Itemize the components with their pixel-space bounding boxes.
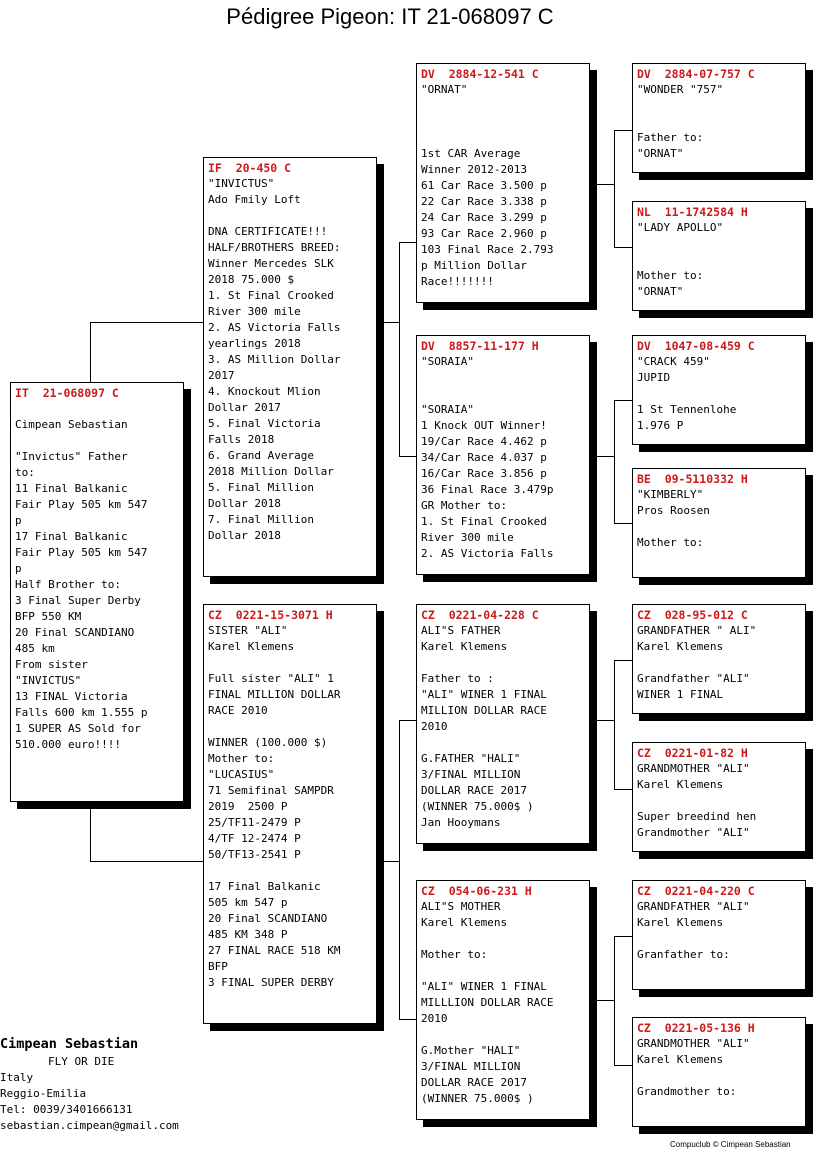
card-text-line: 20 Final SCANDIANO [15, 626, 135, 639]
card-text-line: "ORNAT" [421, 83, 468, 96]
card-father-father [416, 63, 590, 303]
card-text-line: 34/Car Race 4.037 p [421, 451, 547, 464]
card-text-line: "KIMBERLY" [637, 488, 704, 501]
ring-number: DV 2884-07-757 C [637, 67, 755, 81]
card-mf-father [632, 604, 806, 714]
card-text-line: 2010 [421, 1012, 448, 1025]
ring-number: BE 09-5110332 H [637, 472, 748, 486]
card-text-line: p Million Dollar [421, 259, 527, 272]
card-text-line: (WINNER 75.000$ ) [421, 800, 534, 813]
card-text-line: G.FATHER "HALI" [421, 752, 521, 765]
card-text-line: "LUCASIUS" [208, 768, 275, 781]
card-text-line: 27 FINAL RACE 518 KM [208, 944, 341, 957]
card-text-line: 24 Car Race 3.299 p [421, 211, 547, 224]
card-mother-father [416, 604, 590, 844]
card-text-line: Grandmother "ALI" [637, 826, 750, 839]
card-text-line: DNA CERTIFICATE!!! [208, 225, 328, 238]
card-text-line: Dollar 2018 [208, 529, 281, 542]
card-text-line: 36 Final Race 3.479p [421, 483, 554, 496]
card-text-line [421, 98, 585, 114]
card-text-line: 510.000 euro!!!! [15, 738, 121, 751]
card-text-line: 17 Final Balkanic [15, 530, 128, 543]
card-main [10, 382, 184, 802]
card-text-line: "ORNAT" [637, 147, 684, 160]
card-text-line: GRANDFATHER "ALI" [637, 900, 750, 913]
connector [399, 242, 400, 457]
card-text-line: HALF/BROTHERS BREED: [208, 241, 341, 254]
connector [614, 936, 632, 937]
connector [376, 861, 400, 862]
card-text-line: 505 km 547 p [208, 896, 288, 909]
owner-region: Reggio-Emilia [0, 1087, 87, 1100]
connector [614, 660, 632, 661]
card-text-line: "SORAIA" [421, 355, 474, 368]
card-text-line: Father to : [421, 672, 494, 685]
card-text-line: 485 km [15, 642, 55, 655]
card-text-line: Mother to: [637, 269, 704, 282]
owner-block [0, 1034, 179, 1134]
card-text-line: WINNER (100.000 $) [208, 736, 328, 749]
card-text-line: "SORAIA" [421, 403, 474, 416]
card-fm-father [632, 335, 806, 445]
card-text-line [15, 433, 179, 449]
card-text-line: ALI"S FATHER [421, 624, 501, 637]
card-text-line: FINAL MILLION DOLLAR [208, 688, 341, 701]
card-text-line: Jan Hooymans [421, 816, 501, 829]
card-text-line: River 300 mile [208, 305, 301, 318]
owner-name: Cimpean Sebastian [0, 1036, 139, 1052]
card-mm-father [632, 880, 806, 990]
card-text-line [421, 655, 585, 671]
card-father-mother [416, 335, 590, 575]
card-text-line: Mother to: [208, 752, 275, 765]
card-text-line: Karel Klemens [637, 916, 724, 929]
ring-number: DV 8857-11-177 H [421, 339, 539, 353]
card-text-line [421, 386, 585, 402]
owner-email[interactable]: sebastian.cimpean@gmail.com [0, 1119, 179, 1132]
card-text-line: 19/Car Race 4.462 p [421, 435, 547, 448]
card-text-line: Father to: [637, 131, 704, 144]
card-text-line: p [15, 514, 22, 527]
owner-country: Italy [0, 1071, 34, 1084]
card-text-line: Karel Klemens [421, 916, 508, 929]
card-text-line: 1. St Final Crooked [421, 515, 547, 528]
card-text-line: DOLLAR RACE 2017 [421, 1076, 527, 1089]
connector [614, 936, 615, 1066]
card-fm-mother [632, 468, 806, 578]
connector [589, 456, 615, 457]
card-text-line: 1 SUPER AS Sold for [15, 722, 141, 735]
card-text-line: Super breedind hen [637, 810, 757, 823]
card-text-line: Karel Klemens [637, 1053, 724, 1066]
card-text-line: WINER 1 FINAL [637, 688, 724, 701]
card-mother-mother [416, 880, 590, 1120]
card-text-line: 22 Car Race 3.338 p [421, 195, 547, 208]
card-text-line: yearlings 2018 [208, 337, 301, 350]
card-text-line: 2017 [208, 369, 235, 382]
ring-number: CZ 0221-01-82 H [637, 746, 748, 760]
card-text-line: (WINNER 75.000$ ) [421, 1092, 534, 1105]
ring-number: CZ 0221-05-136 H [637, 1021, 755, 1035]
card-text-line: 1 Knock OUT Winner! [421, 419, 547, 432]
card-ff-mother [632, 201, 806, 311]
card-text-line [208, 655, 372, 671]
card-text-line: "ALI" WINER 1 FINAL [421, 980, 547, 993]
card-text-line: Karel Klemens [637, 640, 724, 653]
connector [376, 322, 400, 323]
card-text-line: DOLLAR RACE 2017 [421, 784, 527, 797]
card-text-line [208, 208, 372, 224]
card-text-line: Cimpean Sebastian [15, 418, 128, 431]
card-text-line: Fair Play 505 km 547 [15, 546, 148, 559]
card-text-line: "LADY APOLLO" [637, 221, 724, 234]
card-text-line [637, 519, 801, 535]
connector [614, 1065, 632, 1066]
card-text-line: RACE 2010 [208, 704, 268, 717]
card-text-line: Fair Play 505 km 547 [15, 498, 148, 511]
card-text-line: 71 Semifinal SAMPDR [208, 784, 334, 797]
ring-number: CZ 054-06-231 H [421, 884, 532, 898]
connector [589, 184, 615, 185]
owner-phone: Tel: 0039/3401666131 [0, 1103, 133, 1116]
connector [90, 322, 204, 323]
card-text-line: Race!!!!!!! [421, 275, 494, 288]
ring-number: IT 21-068097 C [15, 386, 119, 400]
card-text-line: 5. Final Victoria [208, 417, 321, 430]
card-text-line [208, 863, 372, 879]
connector [90, 802, 91, 862]
card-text-line: 2010 [421, 720, 448, 733]
ring-number: DV 1047-08-459 C [637, 339, 755, 353]
card-text-line: 4/TF 12-2474 P [208, 832, 301, 845]
card-text-line: 103 Final Race 2.793 [421, 243, 554, 256]
card-text-line: Grandmother to: [637, 1085, 737, 1098]
card-text-line: Mother to: [421, 948, 488, 961]
connector [614, 400, 615, 524]
ring-number: CZ 0221-04-220 C [637, 884, 755, 898]
card-text-line [421, 735, 585, 751]
card-text-line: 1.976 P [637, 419, 684, 432]
card-text-line: 3/FINAL MILLION [421, 768, 521, 781]
card-text-line: 2018 Million Dollar [208, 465, 334, 478]
connector [90, 322, 91, 384]
card-text-line: Karel Klemens [208, 640, 295, 653]
card-ff-father [632, 63, 806, 173]
card-father [203, 157, 377, 577]
card-text-line: Dollar 2017 [208, 401, 281, 414]
card-text-line: 13 FINAL Victoria [15, 690, 128, 703]
card-text-line [421, 114, 585, 130]
card-text-line: to: [15, 466, 35, 479]
connector [614, 247, 632, 248]
card-text-line [637, 386, 801, 402]
card-text-line [208, 719, 372, 735]
card-text-line [421, 931, 585, 947]
card-text-line: 3. AS Million Dollar [208, 353, 341, 366]
card-text-line: "INVICTUS" [15, 674, 82, 687]
card-text-line [637, 252, 801, 268]
card-text-line: Ado Fmily Loft [208, 193, 301, 206]
card-text-line: 485 KM 348 P [208, 928, 288, 941]
connector [399, 720, 400, 1020]
ring-number: CZ 0221-04-228 C [421, 608, 539, 622]
card-text-line: 17 Final Balkanic [208, 880, 321, 893]
connector [614, 660, 615, 790]
card-text-line: 3 Final Super Derby [15, 594, 141, 607]
card-text-line: p [15, 562, 22, 575]
card-text-line [421, 1027, 585, 1043]
card-text-line [421, 370, 585, 386]
card-text-line [637, 236, 801, 252]
connector [614, 130, 632, 131]
card-text-line: 1st CAR Average [421, 147, 521, 160]
card-text-line: From sister [15, 658, 88, 671]
card-text-line: "ALI" WINER 1 FINAL [421, 688, 547, 701]
card-text-line: Dollar 2018 [208, 497, 281, 510]
card-text-line: Granfather to: [637, 948, 730, 961]
connector [614, 400, 632, 401]
ring-number: CZ 028-95-012 C [637, 608, 748, 622]
card-text-line: 6. Grand Average [208, 449, 314, 462]
card-text-line [637, 931, 801, 947]
card-text-line: 3/FINAL MILLION [421, 1060, 521, 1073]
page-title: Pédigree Pigeon: IT 21-068097 C [226, 4, 554, 29]
card-text-line [637, 98, 801, 114]
ring-number: CZ 0221-15-3071 H [208, 608, 333, 622]
card-text-line: 11 Final Balkanic [15, 482, 128, 495]
footer-credit: Compuclub © Cimpean Sebastian [670, 1140, 791, 1149]
ring-number: NL 11-1742584 H [637, 205, 748, 219]
card-text-line: Full sister "ALI" 1 [208, 672, 334, 685]
card-text-line: 2019 2500 P [208, 800, 288, 813]
owner-motto: FLY OR DIE [48, 1055, 115, 1068]
card-text-line [15, 401, 179, 417]
card-text-line: 7. Final Million [208, 513, 314, 526]
card-text-line: GRANDMOTHER "ALI" [637, 762, 750, 775]
card-mf-mother [632, 742, 806, 852]
card-text-line: Pros Roosen [637, 504, 710, 517]
card-text-line: Falls 600 km 1.555 p [15, 706, 148, 719]
connector [399, 456, 417, 457]
connector [589, 720, 615, 721]
card-text-line: 5. Final Million [208, 481, 314, 494]
card-text-line: 2. AS Victoria Falls [208, 321, 341, 334]
card-text-line: Winner 2012-2013 [421, 163, 527, 176]
card-text-line: SISTER "ALI" [208, 624, 288, 637]
card-text-line [421, 130, 585, 146]
card-text-line: 3 FINAL SUPER DERBY [208, 976, 334, 989]
card-text-line: 1 St Tennenlohe [637, 403, 737, 416]
card-text-line: GRANDMOTHER "ALI" [637, 1037, 750, 1050]
card-text-line: 2018 75.000 $ [208, 273, 295, 286]
ring-number: DV 2884-12-541 C [421, 67, 539, 81]
connector [614, 130, 615, 248]
card-mother [203, 604, 377, 1024]
card-text-line: 1. St Final Crooked [208, 289, 334, 302]
card-text-line: Karel Klemens [637, 778, 724, 791]
card-text-line: 2. AS Victoria Falls [421, 547, 554, 560]
card-text-line [421, 963, 585, 979]
card-text-line: 50/TF13-2541 P [208, 848, 301, 861]
card-text-line: "WONDER "757" [637, 83, 724, 96]
card-text-line: 16/Car Race 3.856 p [421, 467, 547, 480]
card-text-line: "CRACK 459" [637, 355, 710, 368]
connector [614, 523, 632, 524]
card-mm-mother [632, 1017, 806, 1127]
card-text-line: MILLLION DOLLAR RACE [421, 996, 554, 1009]
card-text-line: Half Brother to: [15, 578, 121, 591]
card-text-line: Winner Mercedes SLK [208, 257, 334, 270]
card-text-line: River 300 mile [421, 531, 514, 544]
ring-number: IF 20-450 C [208, 161, 292, 175]
card-text-line: 25/TF11-2479 P [208, 816, 301, 829]
card-text-line [637, 114, 801, 130]
card-text-line: G.Mother "HALI" [421, 1044, 521, 1057]
card-text-line [637, 793, 801, 809]
card-text-line: MILLION DOLLAR RACE [421, 704, 547, 717]
card-text-line: GR Mother to: [421, 499, 508, 512]
card-text-line: ALI"S MOTHER [421, 900, 501, 913]
card-text-line: Karel Klemens [421, 640, 508, 653]
card-text-line [637, 1068, 801, 1084]
connector [90, 861, 204, 862]
connector [614, 789, 632, 790]
card-text-line: 93 Car Race 2.960 p [421, 227, 547, 240]
card-text-line: "ORNAT" [637, 285, 684, 298]
card-text-line [637, 655, 801, 671]
card-text-line: Mother to: [637, 536, 704, 549]
card-text-line: JUPID [637, 371, 671, 384]
card-text-line: GRANDFATHER " ALI" [637, 624, 757, 637]
card-text-line: 20 Final SCANDIANO [208, 912, 328, 925]
connector [589, 1000, 615, 1001]
card-text-line: 61 Car Race 3.500 p [421, 179, 547, 192]
connector [399, 1019, 417, 1020]
card-text-line: "Invictus" Father [15, 450, 128, 463]
card-text-line: Falls 2018 [208, 433, 275, 446]
card-text-line: Grandfather "ALI" [637, 672, 750, 685]
card-text-line: "INVICTUS" [208, 177, 275, 190]
connector [399, 242, 417, 243]
card-text-line: BFP 550 KM [15, 610, 82, 623]
card-text-line: 4. Knockout Mlion [208, 385, 321, 398]
card-text-line: BFP [208, 960, 228, 973]
connector [399, 720, 417, 721]
